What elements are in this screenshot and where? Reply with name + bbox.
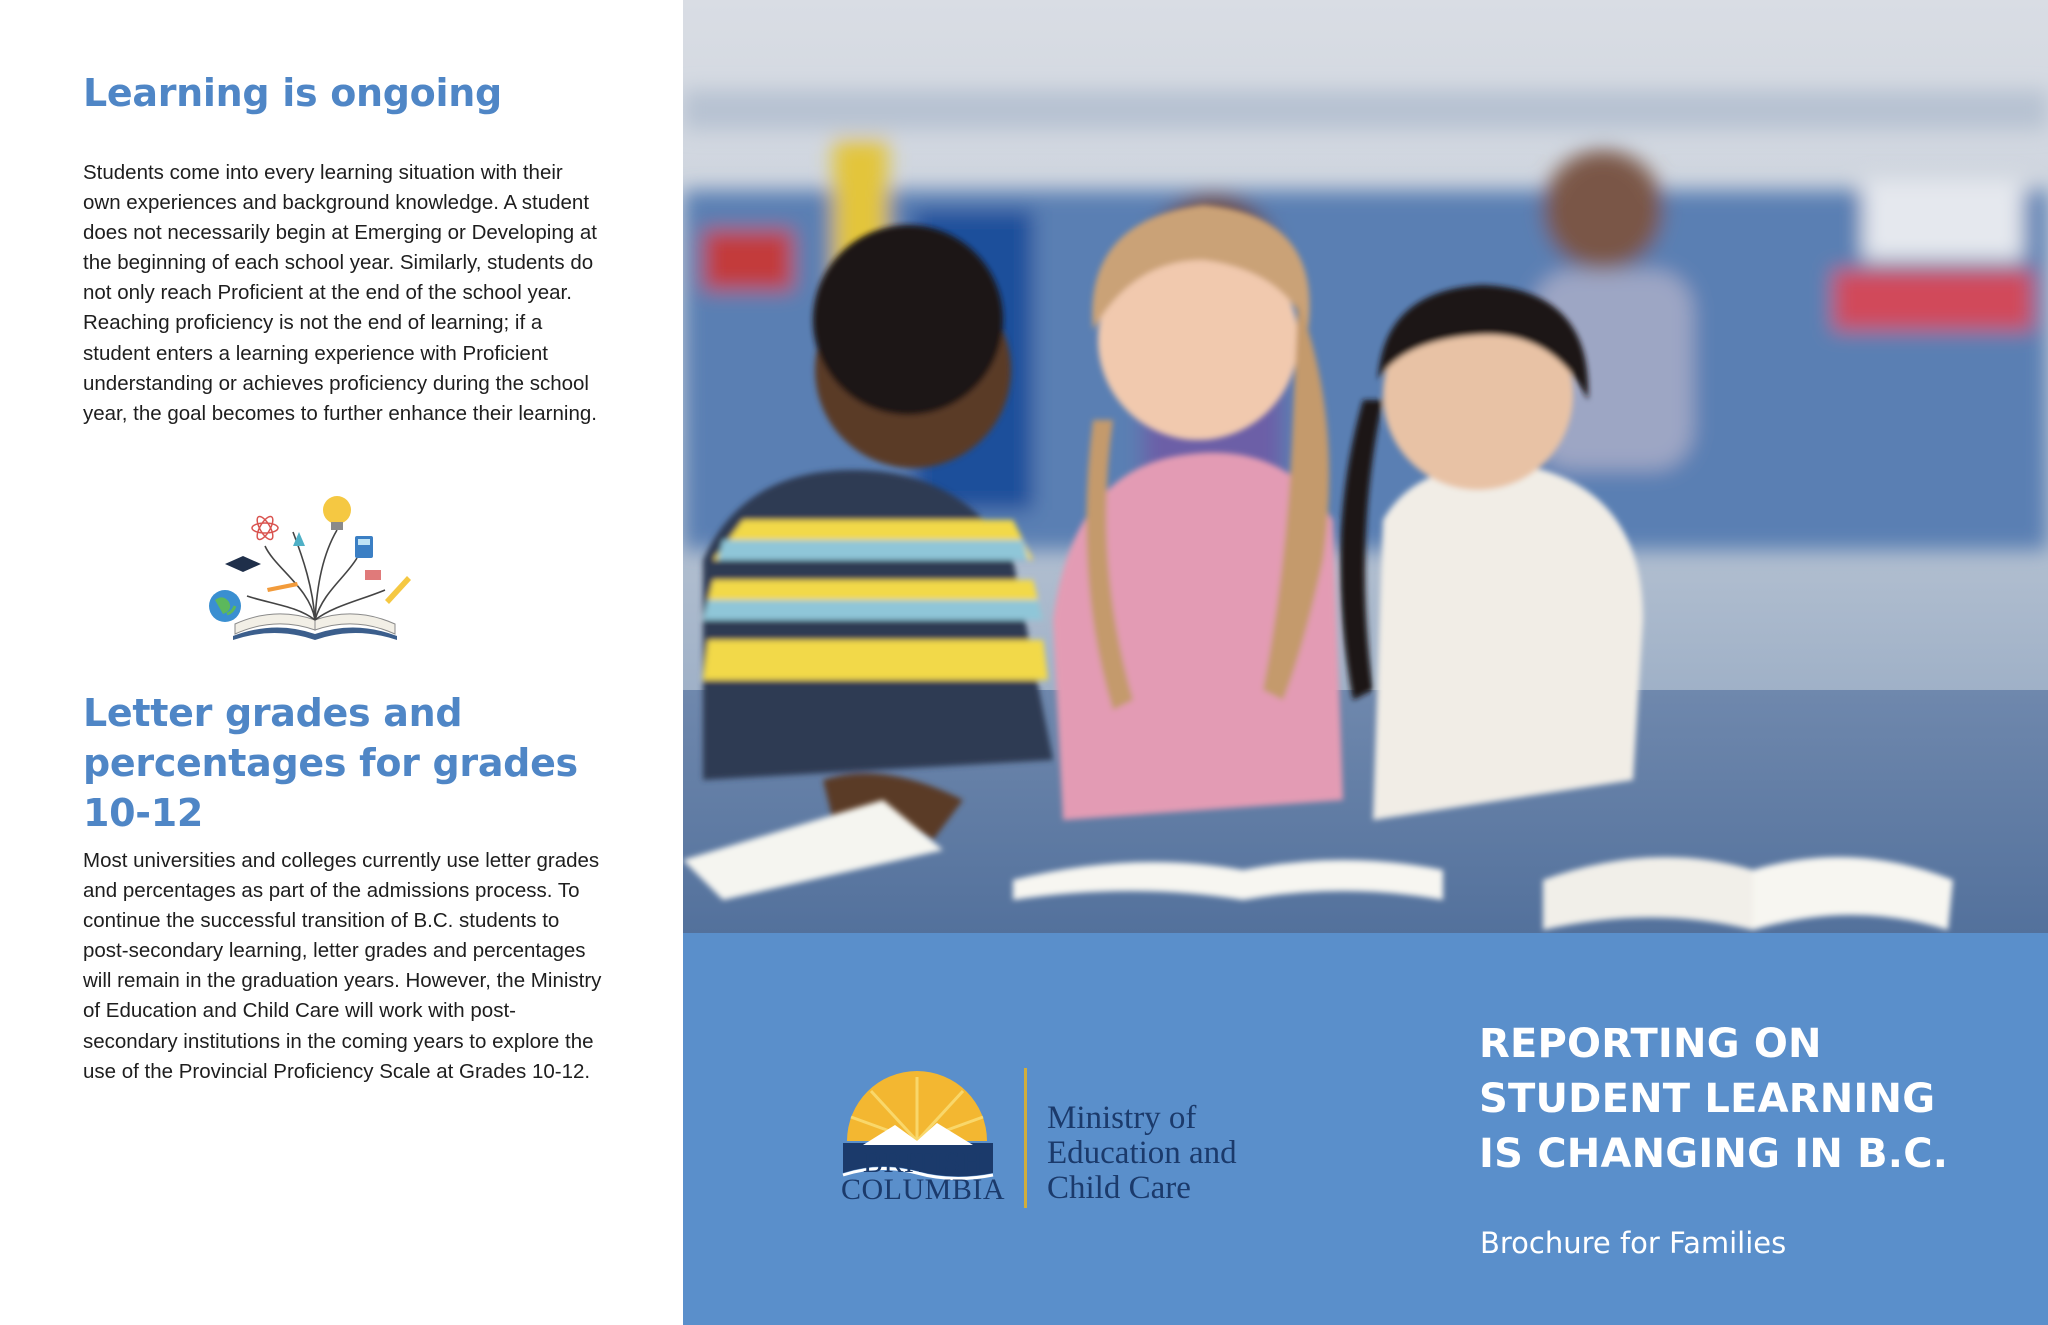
title-panel <box>683 933 2048 1325</box>
cover-panel <box>683 0 2048 1325</box>
bc-wordmark-line-1: BRITISH <box>862 1146 984 1179</box>
brochure-subtitle: Brochure for Families <box>1480 1226 1787 1260</box>
bc-wordmark <box>838 1146 1008 1206</box>
left-panel <box>0 0 683 1325</box>
brochure-title-line-2: STUDENT LEARNING <box>1479 1076 1936 1122</box>
children-reading-photo <box>683 0 2048 933</box>
ministry-name-line-1: Ministry of <box>1047 1100 1197 1136</box>
heading-letter-grades-line-2: percentages for grades <box>83 741 578 785</box>
brochure-title-line-3: IS CHANGING IN B.C. <box>1479 1131 1949 1177</box>
heading-letter-grades <box>83 688 578 838</box>
paragraph-letter-grades: Most universities and colleges currently use letter grades and percentages as part of the admissions process. To continue the successful transition of B.C. students to post-secondary learning, letter grades and percentages will remain in the graduation years. However, the Ministry of Education and Child Care will work with post-secondary institutions in the coming years to explore the use of the Provincial Proficiency Scale at Grades 10-12. <box>83 849 602 1083</box>
bc-wordmark-line-2: COLUMBIA <box>840 1173 1005 1206</box>
ministry-name-line-3: Child Care <box>1047 1170 1191 1206</box>
ministry-name <box>1047 1101 1237 1206</box>
logo-divider <box>1024 1068 1027 1208</box>
brochure-title-line-1: REPORTING ON <box>1479 1021 1822 1067</box>
heading-letter-grades-line-3: 10-12 <box>83 791 204 835</box>
heading-learning-ongoing: Learning is ongoing <box>83 71 502 115</box>
brochure-title <box>1479 1017 1948 1182</box>
open-book-ideas-icon <box>205 488 425 643</box>
paragraph-learning-ongoing: Students come into every learning situation with their own experiences and background knowledge. A student does not necessarily begin at Emerging or Developing at the beginning of each school year. Similarly, students do not only reach Proficient at the end of the school year. Reaching proficiency is not the end of learning; if a student enters a learning experience with Proficient understanding or achieves proficiency during the school year, the goal becomes to further enhance their learning. <box>83 161 597 425</box>
ministry-name-line-2: Education and <box>1047 1135 1237 1171</box>
heading-letter-grades-line-1: Letter grades and <box>83 691 463 735</box>
